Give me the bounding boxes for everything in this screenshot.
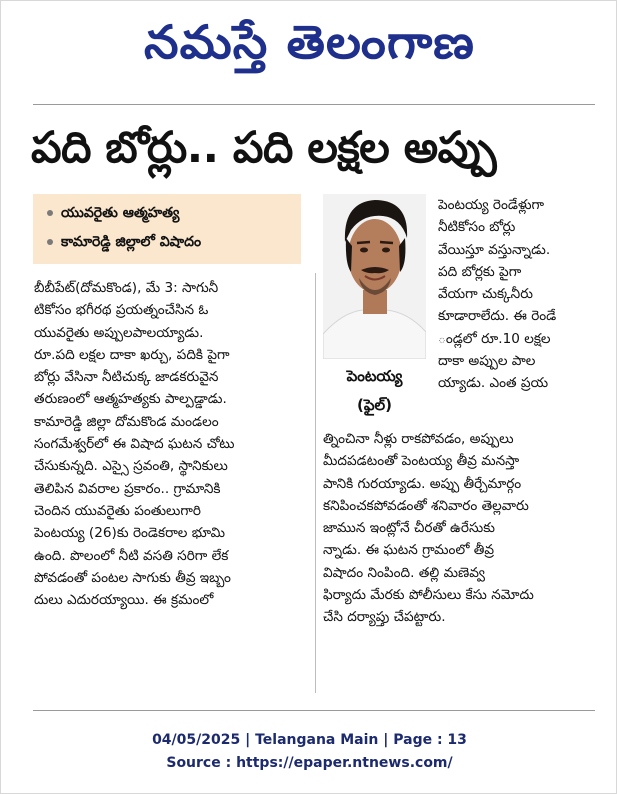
person-photo-graphic (323, 194, 426, 359)
article-line: వేయిస్తూ వస్తున్నాడు. (438, 241, 551, 258)
highlights-box (33, 194, 301, 264)
article-line: చెందిన యువరైతు పంతులుగారి (34, 502, 201, 519)
article-column-right (323, 428, 598, 629)
article-line: తెలిపిన వివరాల ప్రకారం.. గ్రామానికి (34, 480, 221, 497)
person-photo (323, 194, 426, 359)
article-line: బోర్లు వేసినా నీటిచుక్క జాడకరువైన (34, 369, 219, 386)
article-line: నీటికోసం బోర్లు (438, 219, 516, 236)
article-line: సంగమేశ్వర్‌లో ఈ విషాద ఘటన చోటు (34, 436, 235, 453)
article-line: త్నించినా నీళ్లు రాకపోవడం, అప్పులు (323, 431, 514, 447)
header-rule (33, 104, 595, 105)
article-line: దాకా అప్పుల పాల (438, 353, 536, 370)
article-line: పెంటయ్య (26)కు రెండెకరాల భూమి (34, 525, 225, 542)
article-line: బీబీపేట్(దోమకొండ), మే 3: సాగునీ (34, 280, 219, 296)
article-line: రూ.పది లక్షల దాకా ఖర్చు, పదికి పైగా (34, 346, 230, 363)
article-line: కామారెడ్డి జిల్లా దోమకొండ మండలం (34, 413, 219, 430)
article-headline: పది బోర్లు.. పది లక్షల అప్పు (31, 123, 497, 173)
article-line: య్యాడు. ఎంత ప్రయ (438, 375, 549, 392)
article-line: పోవడంతో పంటల సాగుకు తీవ్ర ఇబ్బం (34, 569, 231, 586)
article-line: మీదపడటంతో పెంటయ్య తీవ్ర మనస్తా (323, 453, 520, 470)
newspaper-masthead-logo: నమస్తే తెలంగాణ (143, 15, 475, 69)
article-line: జామున ఇంట్లోనే చీరతో ఉరేసుకు (323, 520, 495, 537)
article-line: దులు ఎదురయ్యాయి. ఈ క్రమంలో (34, 592, 214, 609)
article-column-left (34, 277, 309, 611)
article-line: చేసుకున్నది. ఎస్సై స్రవంతి, స్థానికులు (34, 458, 228, 475)
article-line: ండ్లలో రూ.10 లక్షల (438, 330, 551, 347)
article-line: కూడారాలేదు. ఈ రెండే (438, 308, 557, 325)
article-line: వేయగా చుక్కనీరు (438, 286, 533, 303)
article-line: ఉంది. పొలంలో నీటి వసతి సరిగా లేక (34, 547, 229, 564)
article-line: చేసి దర్యాప్తు చేపట్టారు. (323, 609, 446, 626)
article-line: యువరైతు అప్పులపాలయ్యాడు. (34, 324, 204, 341)
bullet-icon (47, 239, 53, 245)
highlight-item (47, 205, 179, 224)
footer-source-link[interactable]: Source : https://epaper.ntnews.com/ (166, 755, 453, 771)
footer-rule (33, 710, 595, 711)
article-line: పెంటయ్య రెండేళ్లుగా (438, 197, 545, 213)
article-line: న్నాడు. ఈ ఘటన గ్రామంలో తీవ్ర (323, 542, 495, 559)
photo-caption-label: (ఫైల్) (356, 396, 392, 414)
photo-caption-name: పెంటయ్య (346, 367, 403, 385)
column-divider (315, 273, 316, 693)
article-line: పానికి గురయ్యాడు. అప్పు తీర్చేమార్గం (323, 475, 522, 492)
article-column-right-top (438, 194, 598, 395)
bullet-icon (47, 210, 53, 216)
article-line: టికోసం భగీరథ ప్రయత్నంచేసిన ఓ (34, 302, 209, 319)
highlight-item (47, 234, 201, 253)
article-line: విషాదం నింపింది. తల్లి మణెవ్వ (323, 564, 485, 581)
highlight-text: యువరైతు ఆత్మహత్య (61, 205, 180, 221)
article-line: కనిపించకపోవడంతో శనివారం తెల్లవారు (323, 497, 529, 514)
article-line: ఫిర్యాదు మేరకు పోలీసులు కేసు నమోదు (323, 587, 534, 604)
article-line: తరుణంలో ఆత్మహత్యకు పాల్పడ్డాడు. (34, 391, 227, 408)
article-line: పది బోర్లకు పైగా (438, 263, 522, 280)
footer-date-edition: 04/05/2025 | Telangana Main | Page : 13 (152, 732, 467, 748)
highlight-text: కామారెడ్డి జిల్లాలో విషాదం (61, 234, 202, 250)
